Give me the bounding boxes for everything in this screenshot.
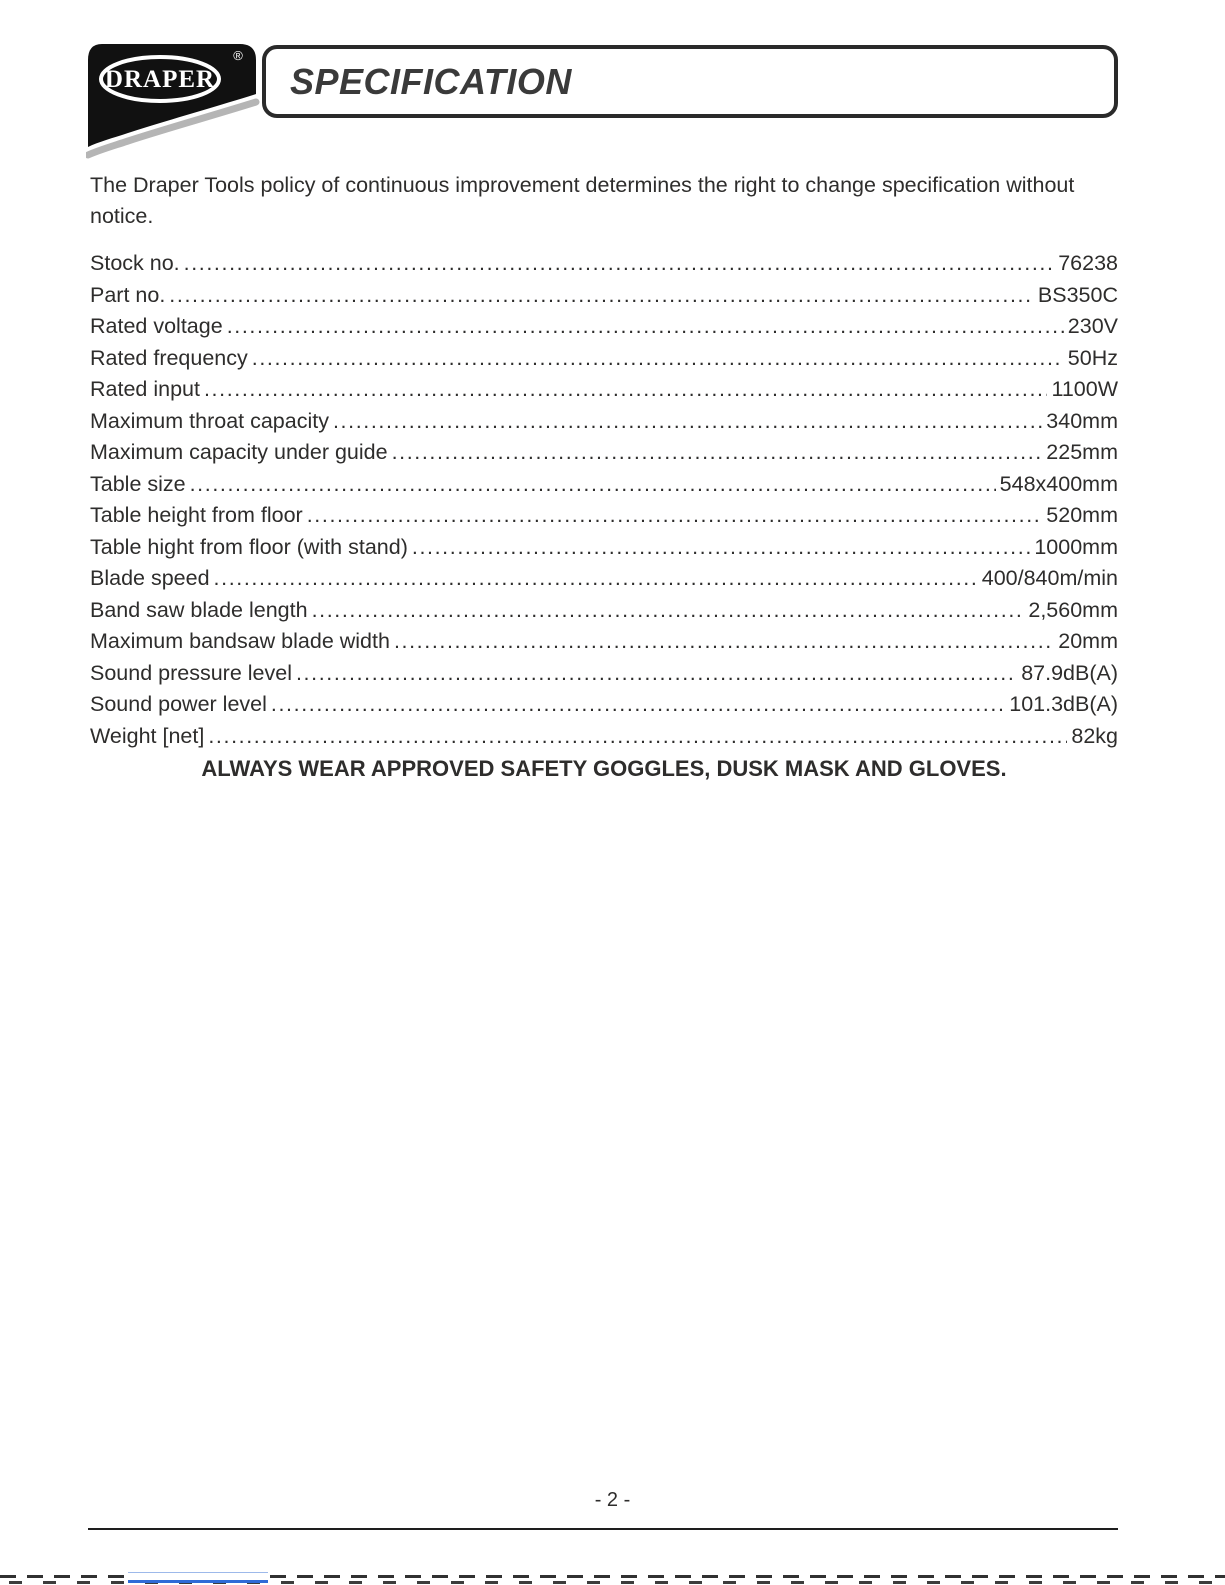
spec-label: Table size — [90, 471, 186, 496]
draper-logo — [86, 42, 262, 160]
spec-row-blade-speed — [90, 566, 1118, 598]
dotted-leader — [214, 566, 978, 591]
dotted-leader — [394, 629, 1054, 654]
spec-label: Maximum bandsaw blade width — [90, 629, 390, 653]
spec-value: 1000mm — [1034, 534, 1118, 559]
spec-value: 340mm — [1046, 408, 1118, 433]
spec-label: Band saw blade length — [90, 597, 308, 622]
dotted-leader — [190, 472, 996, 497]
spec-row-stock-no — [90, 251, 1118, 283]
dotted-leader — [271, 692, 1005, 717]
registered-mark: ® — [233, 48, 243, 63]
dotted-leader — [204, 377, 1048, 402]
spec-value: BS350C — [1037, 282, 1118, 307]
page-number: - 2 - — [594, 1489, 631, 1511]
dotted-leader — [307, 503, 1043, 528]
spec-row-max-capacity-under-guide — [90, 440, 1118, 472]
spec-value: 82kg — [1071, 723, 1118, 748]
spec-list — [90, 251, 1118, 755]
spec-label: Maximum capacity under guide — [90, 440, 388, 464]
safety-warning: ALWAYS WEAR APPROVED SAFETY GOGGLES, DUSK MASK AND GLOVES. — [201, 756, 1007, 781]
spec-value: 1100W — [1051, 377, 1118, 401]
spec-value: 225mm — [1046, 440, 1118, 464]
spec-label: Stock no. — [90, 251, 180, 275]
dotted-leader — [184, 251, 1055, 276]
spec-row-table-height — [90, 503, 1118, 535]
spec-value: 548x400mm — [999, 471, 1118, 496]
spec-row-max-bandsaw-blade-width — [90, 629, 1118, 661]
dotted-leader — [296, 661, 1017, 686]
dotted-leader — [169, 283, 1034, 308]
spec-label: Rated voltage — [90, 314, 223, 338]
spec-value: 2,560mm — [1028, 597, 1118, 622]
dotted-leader — [227, 314, 1064, 339]
specification-title-box — [262, 45, 1118, 118]
spec-label: Maximum throat capacity — [90, 408, 329, 433]
spec-value: 520mm — [1046, 503, 1118, 527]
spec-value: 230V — [1067, 314, 1118, 338]
spec-row-weight-net — [90, 724, 1118, 756]
dotted-leader — [252, 346, 1064, 371]
spec-row-part-no — [90, 283, 1118, 315]
spec-row-rated-input — [90, 377, 1118, 409]
dotted-leader — [333, 409, 1042, 434]
dotted-leader — [412, 535, 1030, 560]
spec-label: Rated frequency — [90, 345, 248, 370]
footer-rule — [88, 1528, 1118, 1530]
spec-value: 76238 — [1058, 251, 1118, 275]
spec-row-sound-pressure-level — [90, 661, 1118, 693]
spec-label: Rated input — [90, 377, 200, 401]
intro-paragraph: The Draper Tools policy of continuous improvement determines the right to change specification without notice. — [90, 173, 1075, 228]
spec-row-table-size — [90, 472, 1118, 504]
spec-value: 400/840m/min — [981, 566, 1118, 590]
spec-row-rated-frequency — [90, 346, 1118, 378]
spec-value: 50Hz — [1067, 345, 1118, 370]
spec-value: 87.9dB(A) — [1021, 660, 1118, 685]
dotted-leader — [312, 598, 1025, 623]
scan-artifact-blue-mark — [128, 1572, 268, 1583]
spec-row-sound-power-level — [90, 692, 1118, 724]
spec-label: Sound power level — [90, 692, 267, 716]
spec-value: 101.3dB(A) — [1009, 692, 1118, 716]
spec-value: 20mm — [1058, 629, 1118, 653]
spec-label: Blade speed — [90, 566, 210, 590]
spec-label: Table hight from floor (with stand) — [90, 534, 408, 559]
spec-row-rated-voltage — [90, 314, 1118, 346]
dotted-leader — [392, 440, 1043, 465]
spec-row-max-throat-capacity — [90, 409, 1118, 441]
spec-label: Weight [net] — [90, 723, 205, 748]
spec-label: Sound pressure level — [90, 660, 292, 685]
page-title: SPECIFICATION — [290, 60, 572, 102]
dotted-leader — [208, 724, 1067, 749]
logo-text: DRAPER — [104, 66, 216, 93]
spec-row-band-saw-blade-length — [90, 598, 1118, 630]
spec-row-table-height-with-stand — [90, 535, 1118, 567]
spec-label: Table height from floor — [90, 503, 303, 527]
spec-label: Part no. — [90, 282, 166, 307]
